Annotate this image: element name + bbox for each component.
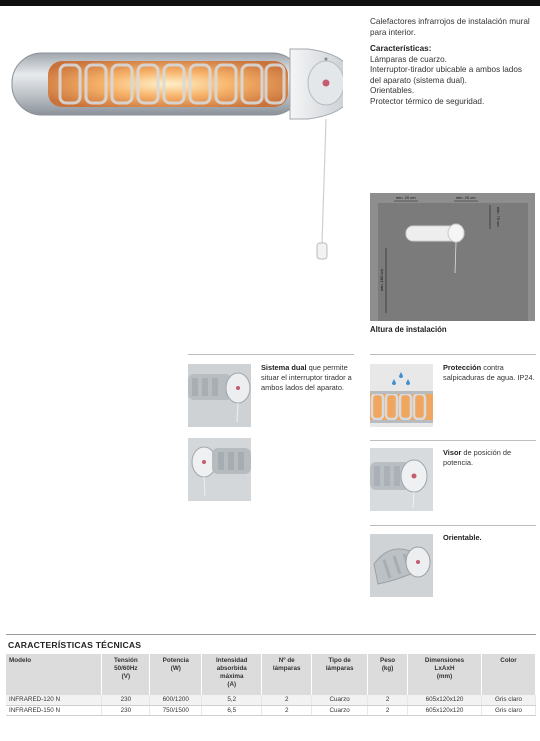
cell-dimensions: 605x120x120	[408, 695, 482, 705]
cell-current: 6,5	[202, 705, 262, 715]
table-row	[6, 695, 536, 705]
divider	[370, 354, 536, 355]
col-header-dimensions: Dimensiones LxAxH (mm)	[408, 654, 482, 695]
cell-power: 600/1200	[150, 695, 202, 705]
cell-voltage: 230	[102, 705, 150, 715]
heater-product-image	[8, 45, 343, 275]
dual-system-photo-1	[188, 364, 251, 427]
feature-dual-text	[261, 363, 356, 394]
splash-protection-photo	[370, 364, 433, 427]
cell-power: 750/1500	[150, 705, 202, 715]
cell-lamp-count: 2	[262, 695, 312, 705]
divider	[6, 634, 536, 635]
power-visor-photo	[370, 448, 433, 511]
feature-protection-text	[443, 363, 538, 383]
dim-top-label: min. 70 cm	[496, 207, 501, 227]
feature-bullet: Interruptor-tirador ubicable a ambos lados del aparato (sistema dual).	[370, 65, 523, 85]
feature-bullet: Protector térmico de seguridad.	[370, 96, 485, 106]
divider	[188, 354, 354, 355]
cell-current: 5,2	[202, 695, 262, 705]
top-bar	[0, 0, 540, 6]
installation-diagram	[370, 193, 535, 321]
intro-description: Calefactores infrarrojos de instalación mural para interior.	[370, 17, 530, 37]
divider	[370, 440, 536, 441]
col-header-voltage: Tensión 50/60Hz (V)	[102, 654, 150, 695]
feature-visor-desc: de posición de potencia.	[443, 448, 512, 468]
cell-weight: 2	[368, 695, 408, 705]
specs-header-row	[6, 654, 536, 695]
cell-weight: 2	[368, 705, 408, 715]
feature-protection-title: Protección	[443, 363, 482, 372]
col-header-weight: Peso (kg)	[368, 654, 408, 695]
dim-left-label: min. 20 cm	[396, 195, 416, 200]
feature-orientable-text	[443, 533, 538, 543]
col-header-model: Modelo	[6, 654, 102, 695]
col-header-current: Intensidad absorbida máxima (A)	[202, 654, 262, 695]
feature-bullet: Orientables.	[370, 86, 415, 95]
intro-text	[370, 17, 535, 107]
col-header-power: Potencia (W)	[150, 654, 202, 695]
table-row	[6, 705, 536, 715]
col-header-color: Color	[482, 654, 536, 695]
cell-lamp-type: Cuarzo	[312, 705, 368, 715]
feature-protection-desc: contra salpicaduras de agua. IP24.	[443, 363, 535, 383]
cell-lamp-count: 2	[262, 705, 312, 715]
dim-right-label: min. 20 cm	[456, 195, 476, 200]
feature-dual-title: Sistema dual	[261, 363, 307, 372]
cell-model: INFRARED-120 N	[6, 695, 102, 705]
cell-dimensions: 605x120x120	[408, 705, 482, 715]
divider	[370, 525, 536, 526]
specs-table	[6, 654, 536, 716]
installation-label: Altura de instalación	[370, 325, 447, 334]
feature-bullet: Lámparas de cuarzo.	[370, 54, 447, 64]
col-header-lamp-type: Tipo de lámparas	[312, 654, 368, 695]
cell-color: Gris claro	[482, 705, 536, 715]
feature-orientable-title: Orientable.	[443, 533, 482, 542]
feature-visor-title: Visor	[443, 448, 462, 457]
cell-lamp-type: Cuarzo	[312, 695, 368, 705]
feature-dual-desc: que permite situar el interruptor tirador a ambos lados del aparato.	[261, 363, 352, 393]
orientable-photo	[370, 534, 433, 597]
features-heading: Características:	[370, 44, 432, 53]
specs-title: CARACTERÍSTICAS TÉCNICAS	[8, 640, 142, 650]
cell-model: INFRARED-150 N	[6, 705, 102, 715]
cell-voltage: 230	[102, 695, 150, 705]
feature-visor-text	[443, 448, 538, 468]
dim-height-label: min. 180 cm	[379, 269, 384, 291]
col-header-lamp-count: Nº de lámparas	[262, 654, 312, 695]
cell-color: Gris claro	[482, 695, 536, 705]
dual-system-photo-2	[188, 438, 251, 501]
